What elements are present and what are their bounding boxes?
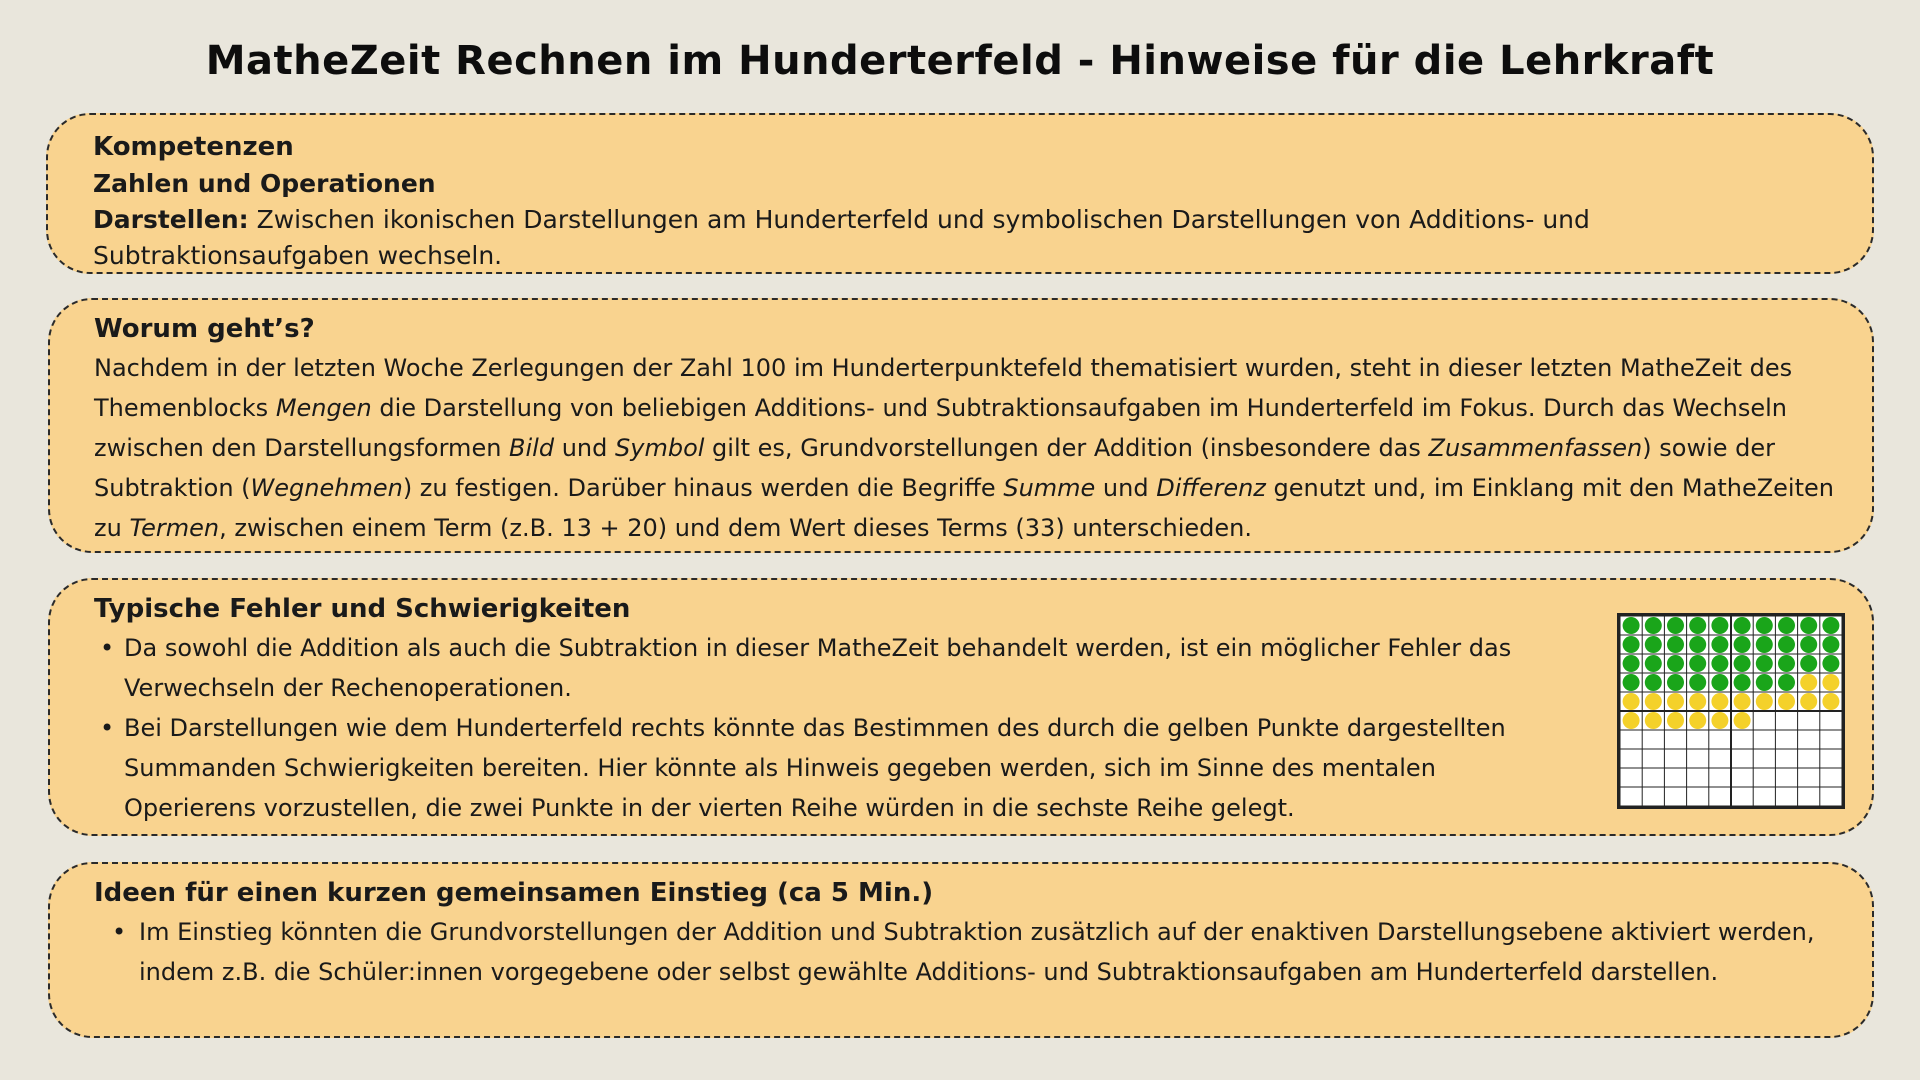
yellow-dot [1645,712,1662,729]
list-item: • Im Einstieg könnten die Grundvorstellungen der Addition und Subtraktion zusätzlich auf der enaktiven Darstellungsebene aktiviert werden, indem z.B. die Schüler:innen vorgegebene oder selbst gewählte Additions- und Subtraktionsaufgaben am Hunderterfeld darstellen. [112,918,1815,986]
green-dot [1734,655,1751,672]
card-einstieg [48,862,1874,1038]
yellow-dot [1689,693,1706,710]
darstellen-label: Darstellen: [93,205,249,234]
green-dot [1822,636,1839,653]
green-dot [1623,655,1640,672]
green-dot [1756,617,1773,634]
yellow-dot [1800,674,1817,691]
green-dot [1734,636,1751,653]
yellow-dot [1667,693,1684,710]
worum-heading: Worum geht’s? [94,314,315,344]
green-dot [1645,617,1662,634]
hundred-field-svg [1620,616,1842,806]
green-dot [1667,674,1684,691]
list-item: • Da sowohl die Addition als auch die Subtraktion in dieser MatheZeit behandelt werden, ist ein möglicher Fehler das Verwechseln der Rechenoperationen. [100,634,1512,702]
fehler-heading: Typische Fehler und Schwierigkeiten [94,594,631,624]
green-dot [1800,636,1817,653]
green-dot [1778,636,1795,653]
green-dot [1623,674,1640,691]
green-dot [1756,655,1773,672]
einstieg-heading: Ideen für einen kurzen gemeinsamen Einstieg (ca 5 Min.) [94,878,934,908]
card-worum [48,298,1874,553]
green-dot [1689,636,1706,653]
card-fehler [48,578,1874,836]
einstieg-list [94,912,1842,992]
list-item: • Bei Darstellungen wie dem Hunderterfeld rechts könnte das Bestimmen des durch die gelben Punkte dargestellten Summanden Schwierigkeiten bereiten. Hier könnte als Hinweis gegeben werden, sich im Sinne des mentalen Operierens vorzustellen, die zwei Punkte in der vierten Reihe würden in die sechste Reihe gelegt. [100,714,1506,822]
hundred-field-image [1617,613,1845,809]
yellow-dot [1822,674,1839,691]
green-dot [1822,655,1839,672]
green-dot [1756,674,1773,691]
green-dot [1800,655,1817,672]
kompetenzen-subheading: Zahlen und Operationen [93,169,436,198]
yellow-dot [1645,693,1662,710]
kompetenzen-heading: Kompetenzen [93,132,294,162]
darstellen-text: Zwischen ikonischen Darstellungen am Hunderterfeld und symbolischen Darstellungen von Additions- und Subtraktionsaufgaben wechseln. [93,205,1590,270]
green-dot [1734,617,1751,634]
green-dot [1778,655,1795,672]
kompetenzen-darstellen [93,202,1872,274]
yellow-dot [1623,693,1640,710]
green-dot [1756,636,1773,653]
green-dot [1645,674,1662,691]
yellow-dot [1822,693,1839,710]
yellow-dot [1734,693,1751,710]
yellow-dot [1756,693,1773,710]
green-dot [1667,617,1684,634]
green-dot [1778,617,1795,634]
yellow-dot [1778,693,1795,710]
green-dot [1822,617,1839,634]
green-dot [1623,636,1640,653]
green-dot [1689,617,1706,634]
green-dot [1689,674,1706,691]
green-dot [1778,674,1795,691]
card-kompetenzen [46,113,1874,274]
green-dot [1645,636,1662,653]
green-dot [1711,655,1728,672]
green-dot [1689,655,1706,672]
yellow-dot [1667,712,1684,729]
page-title: MatheZeit Rechnen im Hunderterfeld - Hinweise für die Lehrkraft [205,38,1715,84]
yellow-dot [1711,712,1728,729]
yellow-dot [1623,712,1640,729]
green-dot [1711,674,1728,691]
yellow-dot [1800,693,1817,710]
yellow-dot [1734,712,1751,729]
yellow-dot [1689,712,1706,729]
fehler-list [94,628,1842,828]
yellow-dot [1711,693,1728,710]
green-dot [1623,617,1640,634]
green-dot [1711,617,1728,634]
worum-paragraph: Nachdem in der letzten Woche Zerlegungen der Zahl 100 im Hunderterpunktefeld thematisiert wurden, steht in dieser letzten MatheZeit des Themenblocks Mengen die Darstellung von beliebigen Additions- und Subtraktionsaufgaben im Hunderterfeld im Fokus. Durch das Wechseln zwischen den Darstellungsformen Bild und Symbol gilt es, Grundvorstellungen der Addition (insbesondere das Zusammenfassen) sowie der Subtraktion (Wegnehmen) zu festigen. Darüber hinaus werden die Begriffe Summe und Differenz genutzt und, im Einklang mit den MatheZeiten zu Termen, zwischen einem Term (z.B. 13 + 20) und dem Wert dieses Terms (33) unterschieden. [94,354,1834,542]
green-dot [1667,655,1684,672]
green-dot [1711,636,1728,653]
green-dot [1667,636,1684,653]
green-dot [1734,674,1751,691]
green-dot [1645,655,1662,672]
green-dot [1800,617,1817,634]
